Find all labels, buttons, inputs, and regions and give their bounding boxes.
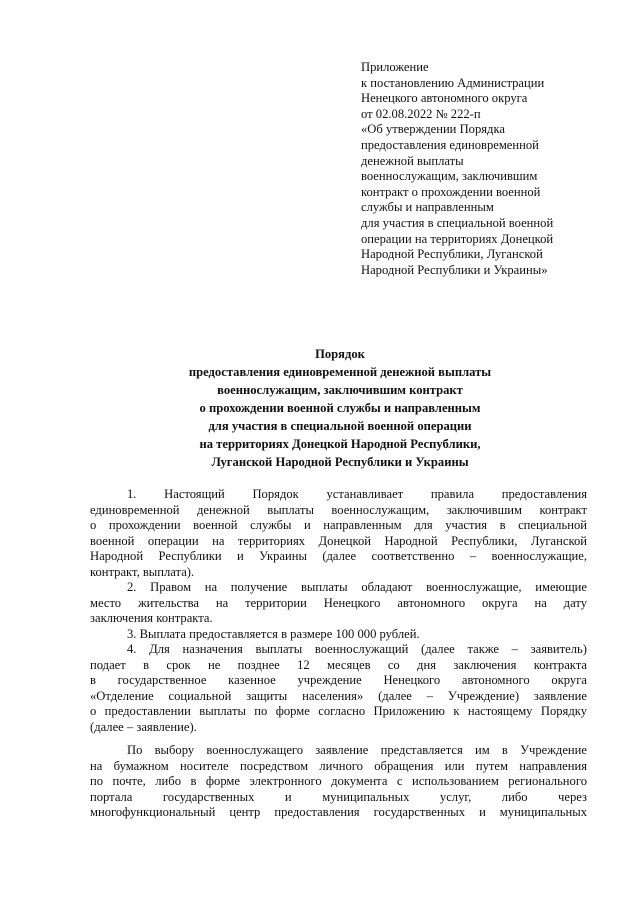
title-line: о прохождении военной службы и направленным: [199, 401, 481, 415]
title-line: на территориях Донецкой Народной Республики,: [199, 437, 481, 451]
appendix-line: денежной выплаты: [361, 153, 464, 168]
document-title: [90, 345, 590, 471]
title-line: для участия в специальной военной операции: [208, 419, 472, 433]
appendix-line: для участия в специальной военной: [361, 215, 554, 230]
body-line: По выбору военнослужащего заявление представляется им в Учреждение: [127, 743, 587, 757]
body-line: портала государственных и муниципальных услуг, либо через: [90, 789, 587, 804]
body-line: 4. Для назначения выплаты военнослужащий (далее также – заявитель): [127, 642, 587, 656]
body-line: о предоставлении выплаты по форме согласно Приложению к настоящему Порядку: [90, 704, 587, 718]
body-line: 2. Правом на получение выплаты обладают военнослужащие, имеющие: [127, 580, 587, 594]
appendix-line: Народной Республики, Луганской: [361, 247, 543, 262]
appendix-header: [361, 60, 621, 278]
appendix-line: «Об утверждении Порядка: [361, 122, 505, 137]
body-line: многофункциональный центр предоставления государственных и муниципальных: [90, 805, 587, 819]
body-line: на бумажном носителе посредством личного обращения или путем направления: [90, 758, 587, 773]
body-line: единовременной денежной выплаты военнослужащим, заключившим контракт: [90, 502, 587, 517]
body-line: «Отделение социальной защиты населения» (далее – Учреждение) заявление: [90, 688, 587, 703]
paragraph-2: [90, 580, 587, 627]
body-line: место жительства на территории Ненецкого автономного округа на дату: [90, 595, 587, 610]
appendix-line: Народной Республики и Украины»: [361, 262, 548, 277]
body-line: (далее – заявление).: [90, 719, 197, 734]
paragraph-4: [90, 642, 587, 735]
paragraph-1: [90, 487, 587, 580]
title-line: военнослужащим, заключившим контракт: [217, 383, 463, 397]
title-line: Луганской Народной Республики и Украины: [211, 455, 469, 469]
appendix-line: военнослужащим, заключившим: [361, 169, 538, 184]
body-line: о прохождении военной службы и направленным для участия в специальной: [90, 518, 587, 532]
body-line: военной операции на территориях Донецкой Народной Республики, Луганской: [90, 533, 587, 548]
paragraph-5: [90, 743, 587, 821]
body-line: Народной Республики и Украины (далее соответственно – военнослужащие,: [90, 549, 587, 563]
paragraph-3: [90, 627, 587, 643]
title-line: предоставления единовременной денежной выплаты: [188, 365, 492, 379]
appendix-line: предоставления единовременной: [361, 137, 539, 152]
appendix-line: службы и направленным: [361, 200, 494, 215]
body-line: заключения контракта.: [90, 611, 213, 625]
appendix-line: Приложение: [361, 60, 429, 74]
body-line: в государственное казенное учреждение Ненецкого автономного округа: [90, 673, 587, 687]
title-line: Порядок: [315, 347, 365, 361]
body-line: 1. Настоящий Порядок устанавливает правила предоставления: [127, 487, 587, 501]
appendix-line: операции на территориях Донецкой: [361, 231, 554, 246]
body-line: подает в срок не позднее 12 месяцев со дня заключения контракта: [90, 657, 587, 672]
appendix-line: к постановлению Администрации: [361, 75, 545, 90]
appendix-line: контракт о прохождении военной: [361, 184, 541, 199]
body-line: по почте, либо в форме электронного документа с использованием регионального: [90, 774, 587, 788]
appendix-line: от 02.08.2022 № 222-п: [361, 106, 481, 121]
body-line: 3. Выплата предоставляется в размере 100 000 рублей.: [127, 626, 420, 641]
paragraph-spacer: [90, 735, 587, 743]
body-line: контракт, выплата).: [90, 564, 195, 579]
appendix-line: Ненецкого автономного округа: [361, 91, 528, 106]
document-body: [90, 487, 587, 821]
